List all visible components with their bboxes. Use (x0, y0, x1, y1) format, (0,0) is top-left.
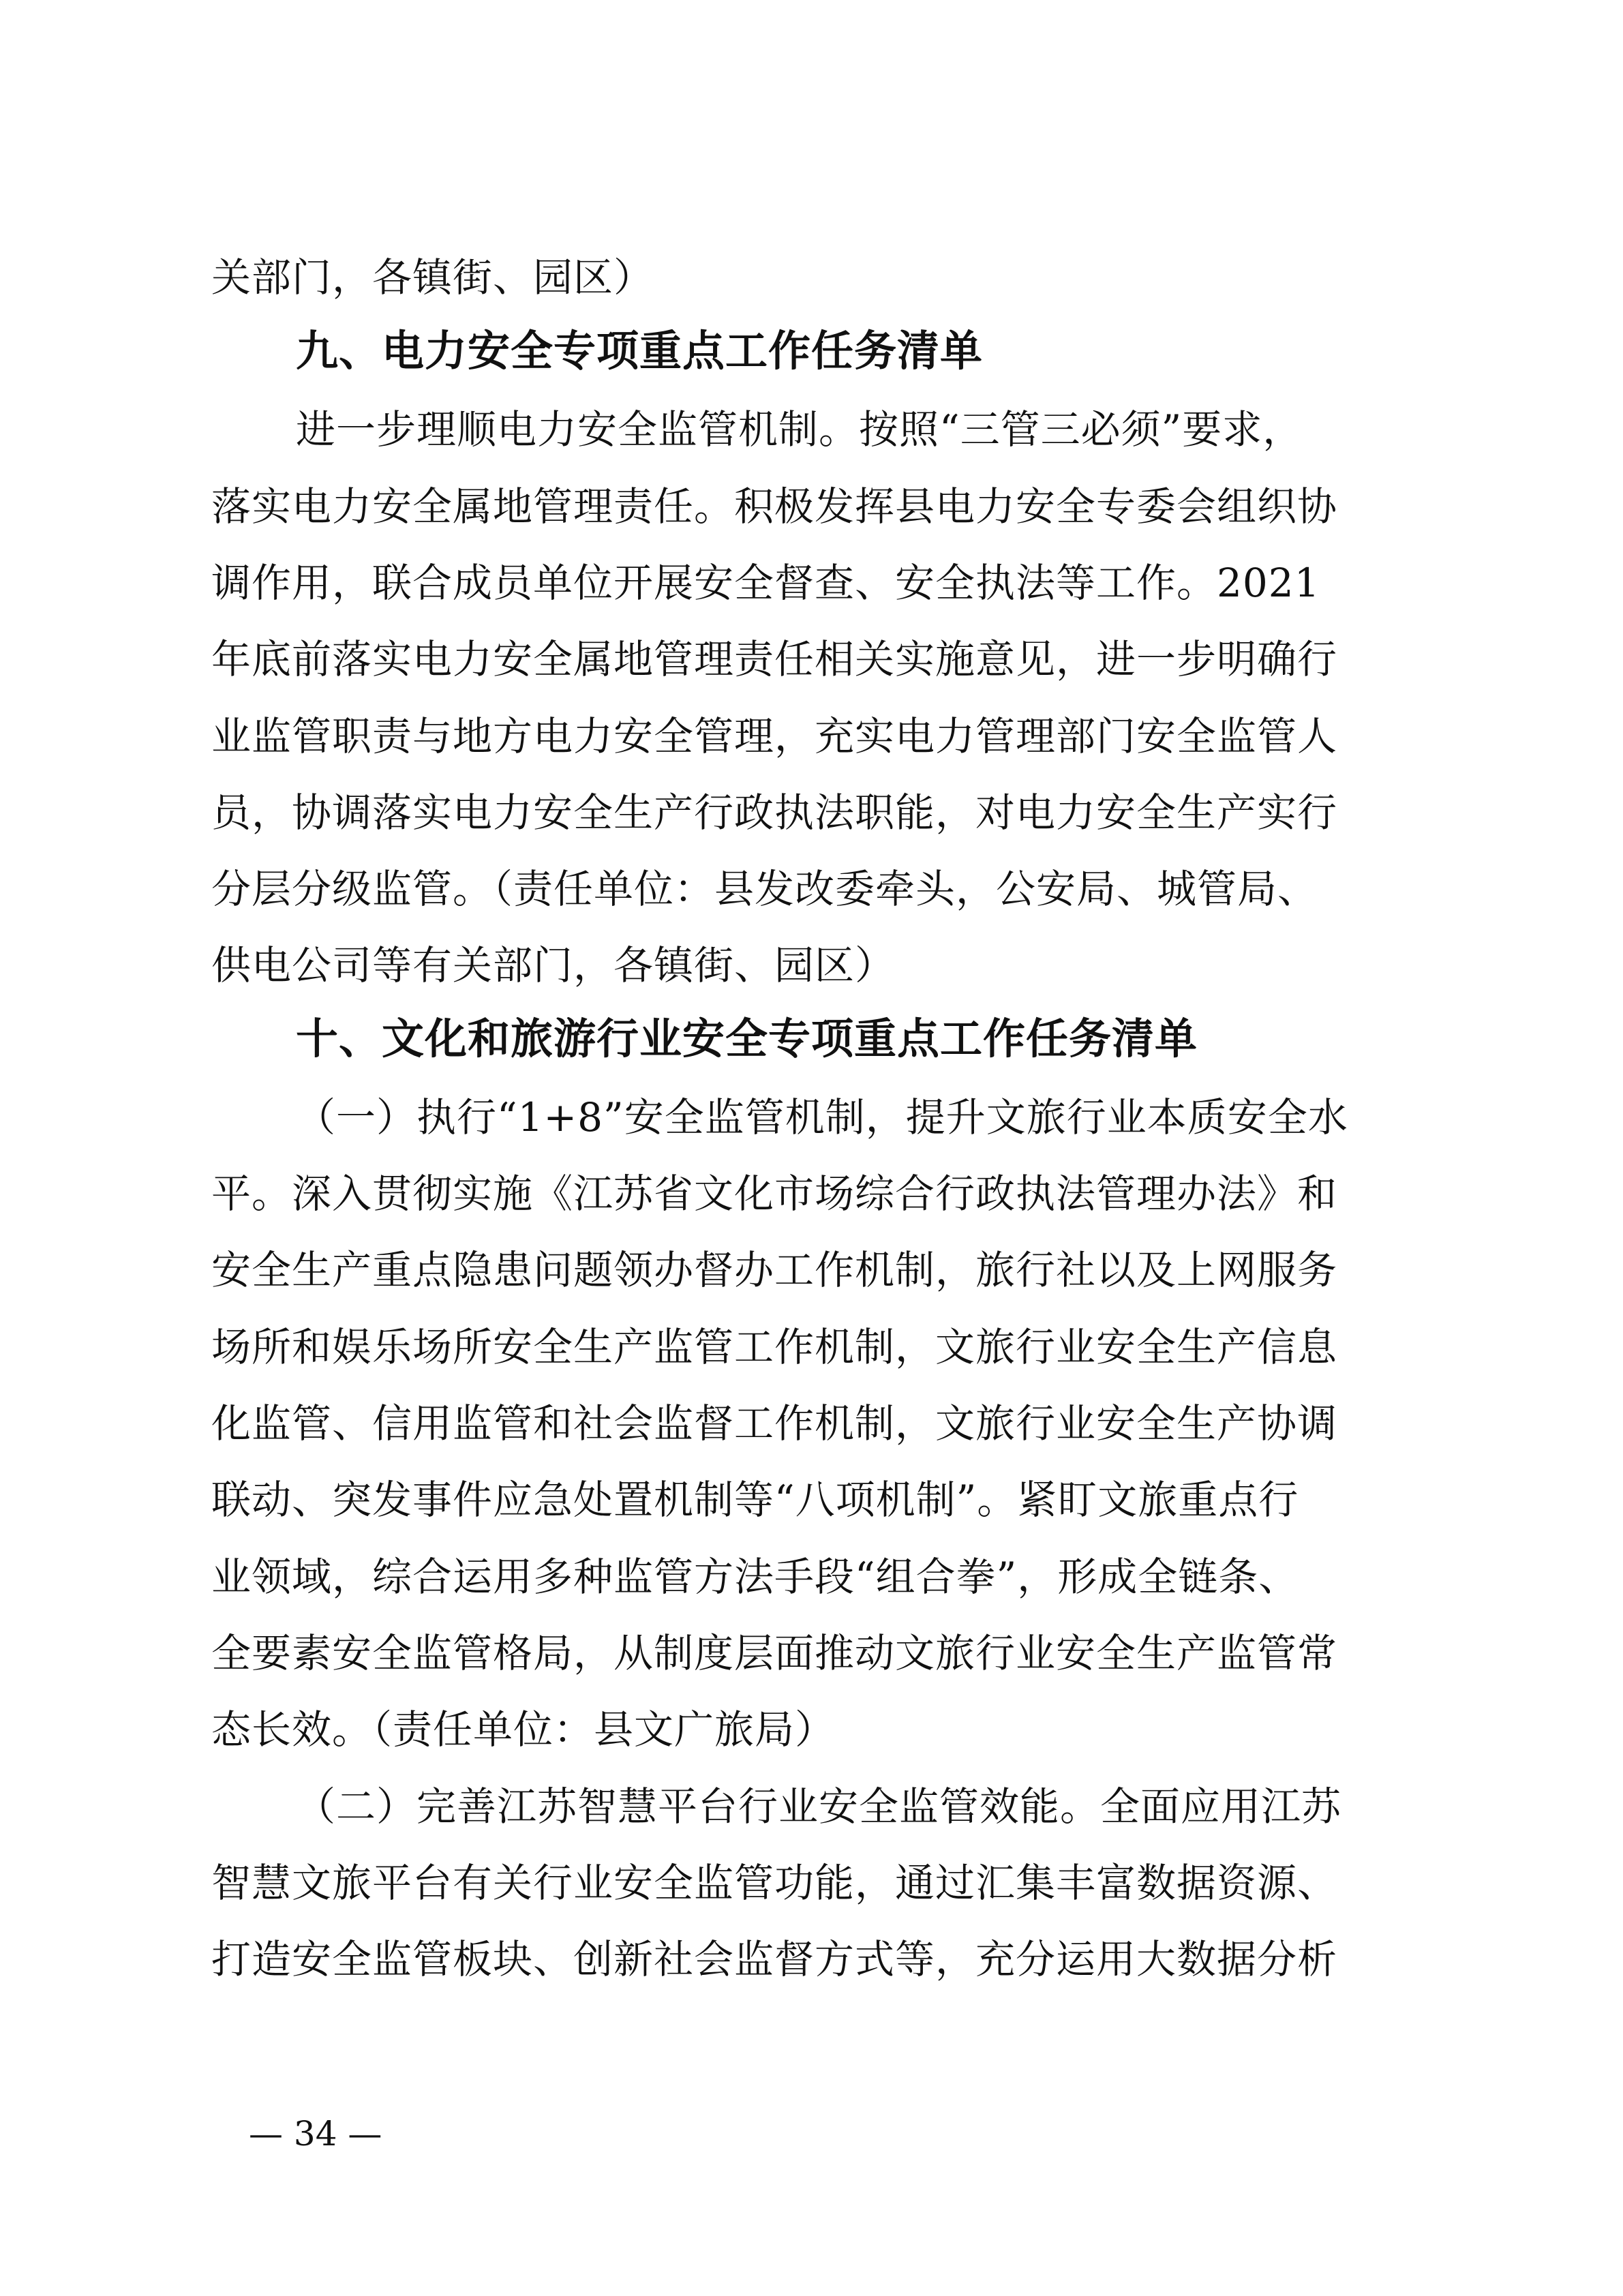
text-line: 业领域，综合运用多种监管方法手段“组合拳”，形成全链条、 (211, 1554, 1299, 1600)
page-number: — 34 — (249, 2114, 382, 2154)
text-line: 全要素安全监管格局，从制度层面推动文旅行业安全生产监管常 (211, 1630, 1338, 1676)
text-line: 年底前落实电力安全属地管理责任相关实施意见，进一步明确行 (211, 636, 1338, 682)
text-line: 进一步理顺电力安全监管机制。按照“三管三必须”要求， (296, 406, 1303, 453)
section-heading-10: 十、文化和旅游行业安全专项重点工作任务清单 (296, 1014, 1198, 1063)
text-line: 化监管、信用监管和社会监督工作机制，文旅行业安全生产协调 (211, 1400, 1338, 1447)
text-line: （一）执行“1+8”安全监管机制，提升文旅行业本质安全水 (296, 1094, 1348, 1141)
text-line: 场所和娱乐场所安全生产监管工作机制，文旅行业安全生产信息 (211, 1324, 1338, 1370)
text-line: 态长效。（责任单位：县文广旅局） (211, 1706, 836, 1753)
section-heading-9: 九、电力安全专项重点工作任务清单 (296, 326, 984, 376)
text-line: 供电公司等有关部门，各镇街、园区） (211, 942, 896, 988)
text-line: 智慧文旅平台有关行业安全监管功能，通过汇集丰富数据资源、 (211, 1860, 1338, 1906)
text-line: 联动、突发事件应急处置机制等“八项机制”。紧盯文旅重点行 (211, 1477, 1299, 1523)
text-line: 打造安全监管板块、创新社会监督方式等，充分运用大数据分析 (211, 1936, 1338, 1982)
text-line: 分层分级监管。（责任单位：县发改委牵头，公安局、城管局、 (211, 866, 1318, 912)
text-line: 关部门，各镇街、园区） (211, 254, 654, 301)
text-line: 落实电力安全属地管理责任。积极发挥县电力安全专委会组织协 (211, 483, 1338, 530)
text-line: 安全生产重点隐患问题领办督办工作机制，旅行社以及上网服务 (211, 1247, 1338, 1293)
text-line: 调作用，联合成员单位开展安全督查、安全执法等工作。2021 (211, 560, 1320, 606)
text-line: 业监管职责与地方电力安全管理，充实电力管理部门安全监管人 (211, 713, 1338, 759)
text-line: 平。深入贯彻实施《江苏省文化市场综合行政执法管理办法》和 (211, 1170, 1338, 1217)
text-line: （二）完善江苏智慧平台行业安全监管效能。全面应用江苏 (296, 1783, 1342, 1830)
text-line: 员，协调落实电力安全生产行政执法职能，对电力安全生产实行 (211, 789, 1338, 836)
